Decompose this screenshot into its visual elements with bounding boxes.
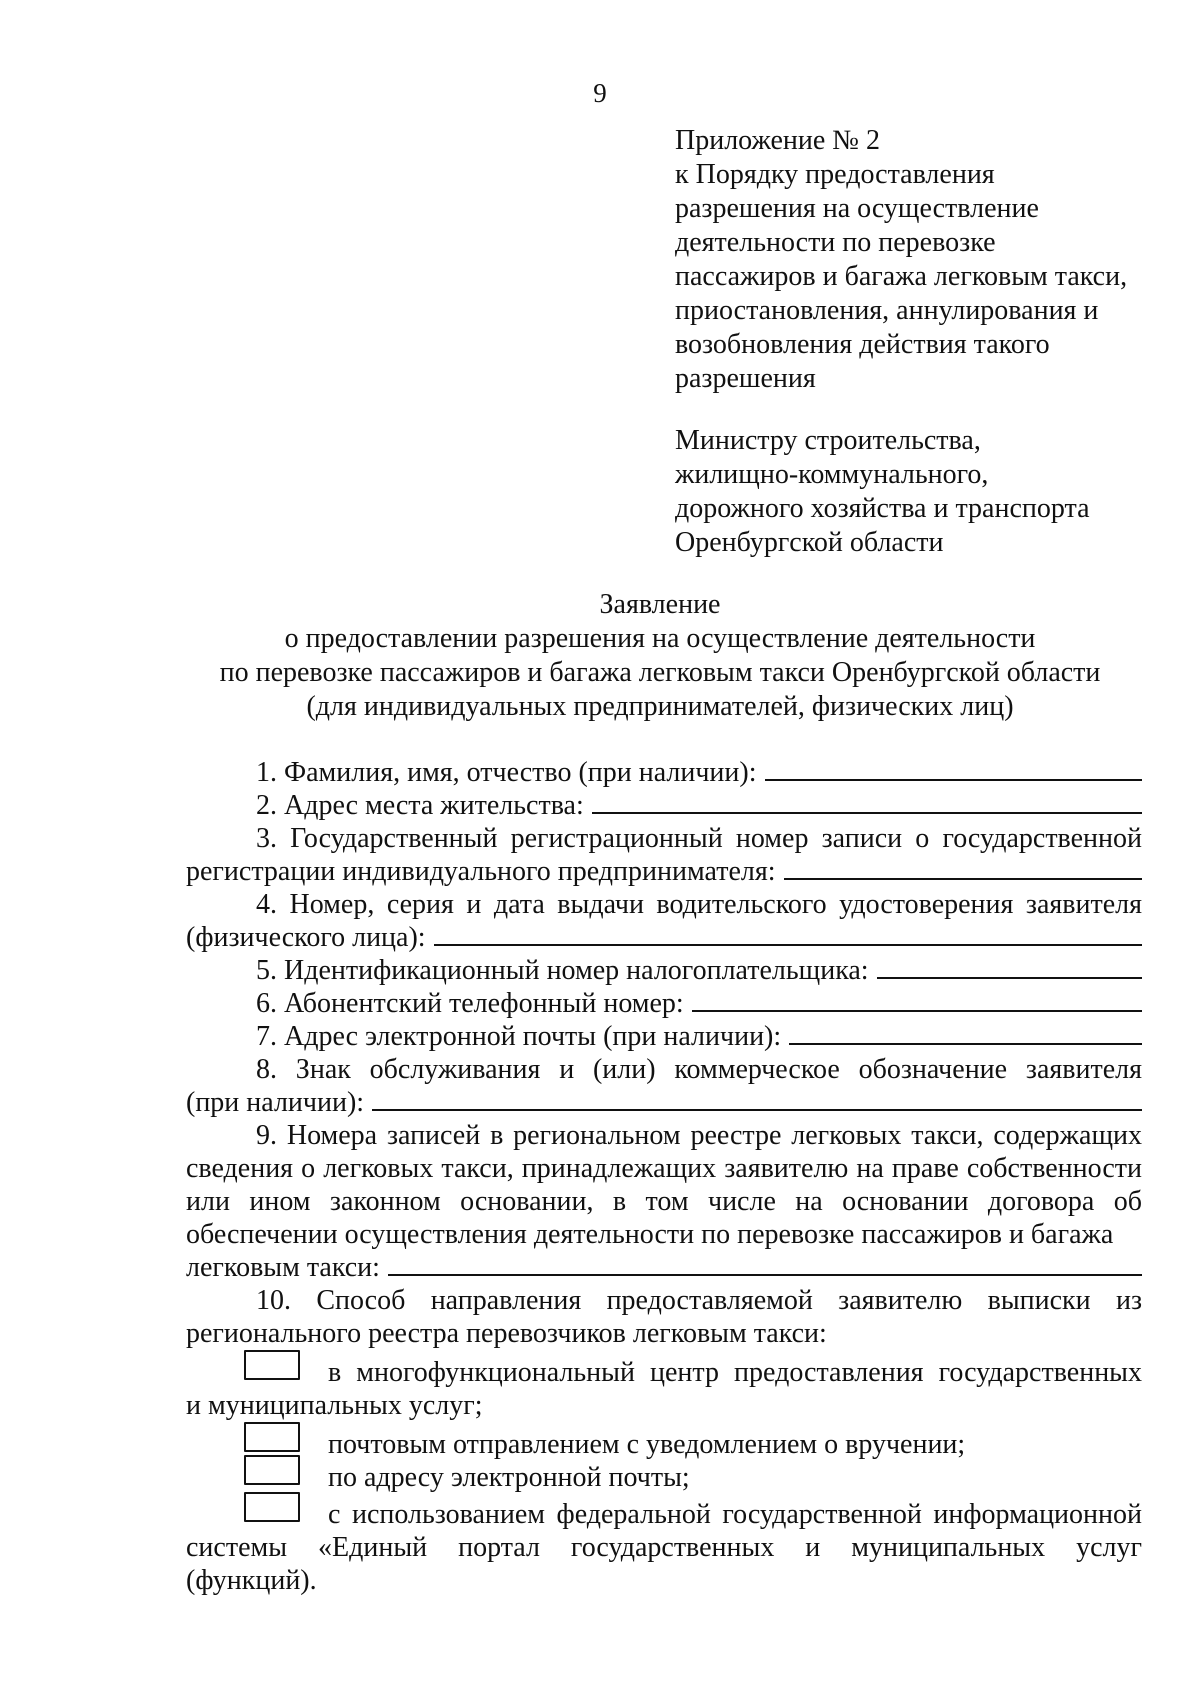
option-label-cont: (функций). <box>186 1565 317 1596</box>
field-phone <box>186 987 1142 1020</box>
option-label: почтовым отправлением с уведомлением о вручении; <box>328 1429 966 1460</box>
addressee-line: Оренбургской области <box>675 527 944 558</box>
appendix-line: пассажиров и багажа легковым такси, <box>675 261 1128 292</box>
field-email <box>186 1020 1142 1053</box>
field-label: 2. Адрес места жительства: <box>256 790 584 821</box>
option-label: в многофункциональный центр предоставления государственных <box>328 1357 1142 1388</box>
appendix-reference <box>675 124 1195 396</box>
address-blank[interactable] <box>592 790 1142 814</box>
delivery-option-gosuslugi <box>186 1498 1142 1531</box>
option-label-cont: и муниципальных услуг; <box>186 1390 483 1421</box>
appendix-line: возобновления действия такого <box>675 329 1050 360</box>
inn-blank[interactable] <box>877 955 1142 979</box>
field-trademark-label: 8. Знак обслуживания и (или) коммерческое обозначение заявителя <box>256 1054 1142 1085</box>
field-label: 1. Фамилия, имя, отчество (при наличии): <box>256 757 757 788</box>
page-number: 9 <box>593 78 607 108</box>
field-label: 5. Идентификационный номер налогоплательщика: <box>256 955 869 986</box>
addressee-line: Министру строительства, <box>675 425 981 456</box>
full-name-blank[interactable] <box>765 757 1143 781</box>
field-label: 6. Абонентский телефонный номер: <box>256 988 684 1019</box>
field-delivery-method-label: 10. Способ направления предоставляемой заявителю выписки из <box>256 1285 1142 1316</box>
field-ogrnip <box>186 855 1142 888</box>
field-delivery-method-label-cont: регионального реестра перевозчиков легковым такси: <box>186 1318 827 1349</box>
delivery-option-mfc <box>186 1356 1142 1389</box>
field-registry-records-label: 9. Номера записей в региональном реестре легковых такси, содержащих сведения о легковых такси, принадлежащих заявителю на праве собственности или ином законном основании, в том числе на основании договора об обеспечении осуществления деятельности по перевозке пассажиров и багажа <box>186 1120 1142 1250</box>
document-title <box>150 588 1170 724</box>
appendix-line: приостановления, аннулирования и <box>675 295 1099 326</box>
email-checkbox[interactable] <box>244 1455 300 1485</box>
phone-blank[interactable] <box>692 988 1142 1012</box>
application-form <box>186 756 1142 1597</box>
ogrnip-blank[interactable] <box>784 856 1142 880</box>
addressee-line: жилищно-коммунального, <box>675 459 989 490</box>
appendix-line: разрешения на осуществление <box>675 193 1039 224</box>
appendix-line: Приложение № 2 <box>675 125 880 156</box>
appendix-line: к Порядку предоставления <box>675 159 995 190</box>
registry-records-blank[interactable] <box>388 1252 1142 1276</box>
email-blank[interactable] <box>789 1021 1142 1045</box>
addressee <box>675 424 1195 560</box>
trademark-blank[interactable] <box>372 1087 1142 1111</box>
option-label: с использованием федеральной государственной информационной <box>328 1499 1142 1530</box>
title-line: о предоставлении разрешения на осуществление деятельности <box>284 623 1036 654</box>
field-registry-records <box>186 1251 1142 1284</box>
field-label: легковым такси: <box>186 1252 380 1283</box>
appendix-line: разрешения <box>675 363 816 394</box>
title-line: (для индивидуальных предпринимателей, физических лиц) <box>306 691 1014 722</box>
field-label: (при наличии): <box>186 1087 365 1118</box>
field-inn <box>186 954 1142 987</box>
field-full-name <box>186 756 1142 789</box>
field-address <box>186 789 1142 822</box>
mfc-checkbox[interactable] <box>244 1350 300 1380</box>
option-label-cont: системы «Единый портал государственных и муниципальных услуг <box>186 1532 1142 1563</box>
title-line: по перевозке пассажиров и багажа легковым такси Оренбургской области <box>219 657 1101 688</box>
license-blank[interactable] <box>434 922 1142 946</box>
field-label: (физического лица): <box>186 922 426 953</box>
title-heading: Заявление <box>599 589 721 620</box>
addressee-line: дорожного хозяйства и транспорта <box>675 493 1090 524</box>
field-ogrnip-label: 3. Государственный регистрационный номер записи о государственной <box>256 823 1142 854</box>
field-license-label: 4. Номер, серия и дата выдачи водительского удостоверения заявителя <box>256 889 1142 920</box>
field-trademark <box>186 1086 1142 1119</box>
delivery-option-email <box>186 1461 1142 1494</box>
appendix-line: деятельности по перевозке <box>675 227 996 258</box>
gosuslugi-checkbox[interactable] <box>244 1492 300 1522</box>
option-label: по адресу электронной почты; <box>328 1462 690 1493</box>
delivery-option-post <box>186 1428 1142 1461</box>
field-label: 7. Адрес электронной почты (при наличии): <box>256 1021 782 1052</box>
post-checkbox[interactable] <box>244 1422 300 1452</box>
field-label: регистрации индивидуального предпринимателя: <box>186 856 776 887</box>
field-license <box>186 921 1142 954</box>
